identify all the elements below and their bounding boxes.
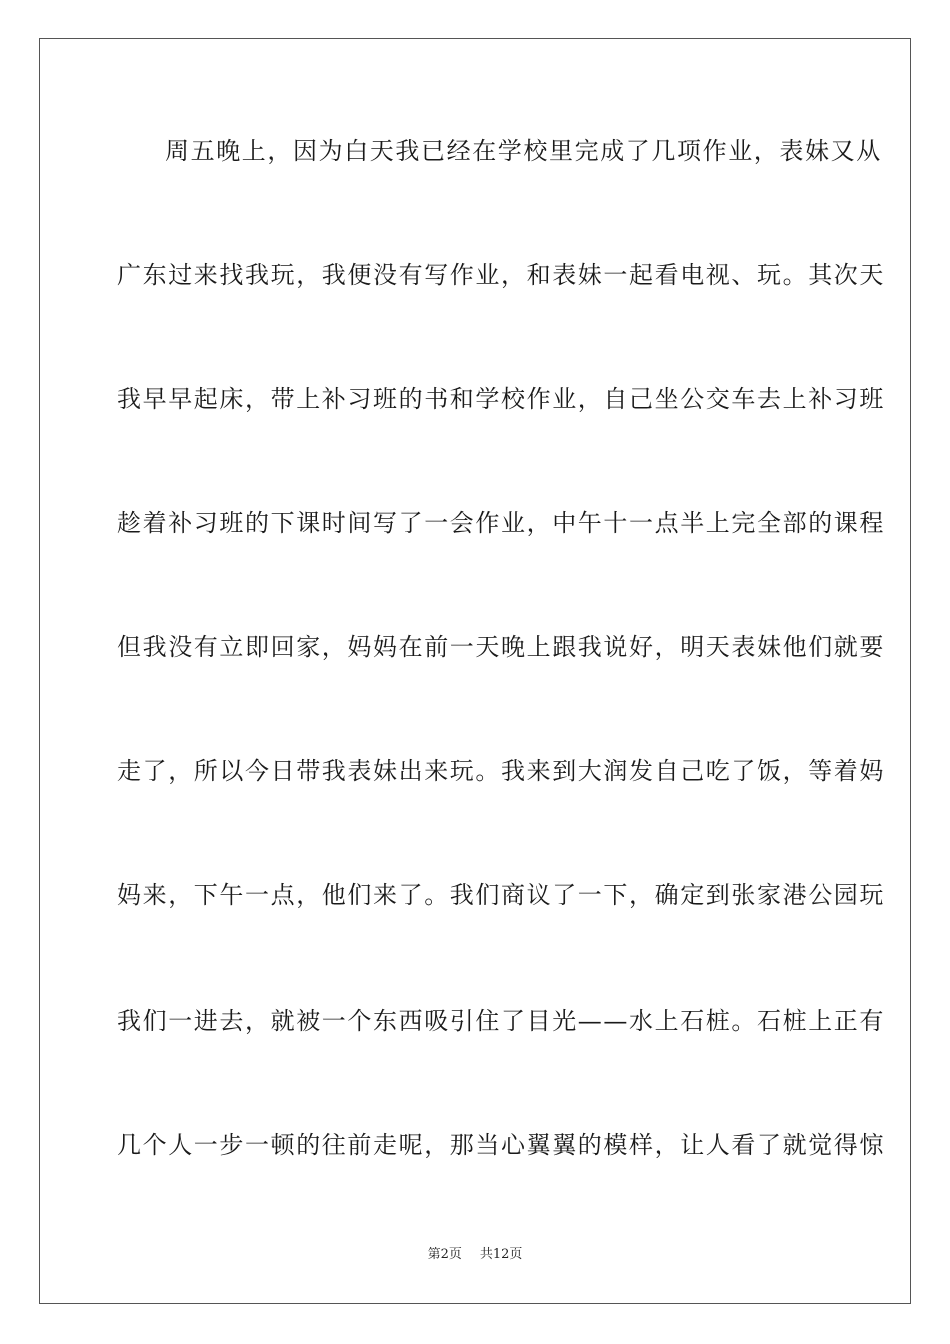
page-border [39,38,911,1304]
text-line-8: 我们一进去，就被一个东西吸引住了目光——水上石桩。石桩上正有 [117,1007,885,1035]
page-total: 共12页 [479,1247,523,1262]
page-footer [0,1246,950,1264]
text-line-1: 周五晚上，因为白天我已经在学校里完成了几项作业，表妹又从 [165,137,882,165]
page-number: 第2页 [427,1247,462,1262]
text-line-6: 走了，所以今日带我表妹出来玩。我来到大润发自己吃了饭，等着妈 [117,757,885,785]
text-line-5: 但我没有立即回家，妈妈在前一天晚上跟我说好，明天表妹他们就要 [117,633,885,661]
text-line-9: 几个人一步一顿的往前走呢，那当心翼翼的模样，让人看了就觉得惊 [117,1131,885,1159]
text-line-7: 妈来，下午一点，他们来了。我们商议了一下，确定到张家港公园玩 [117,881,885,909]
text-line-2: 广东过来找我玩，我便没有写作业，和表妹一起看电视、玩。其次天 [117,261,885,289]
text-line-4: 趁着补习班的下课时间写了一会作业，中午十一点半上完全部的课程 [117,509,885,537]
text-line-3: 我早早起床，带上补习班的书和学校作业，自己坐公交车去上补习班 [117,385,885,413]
